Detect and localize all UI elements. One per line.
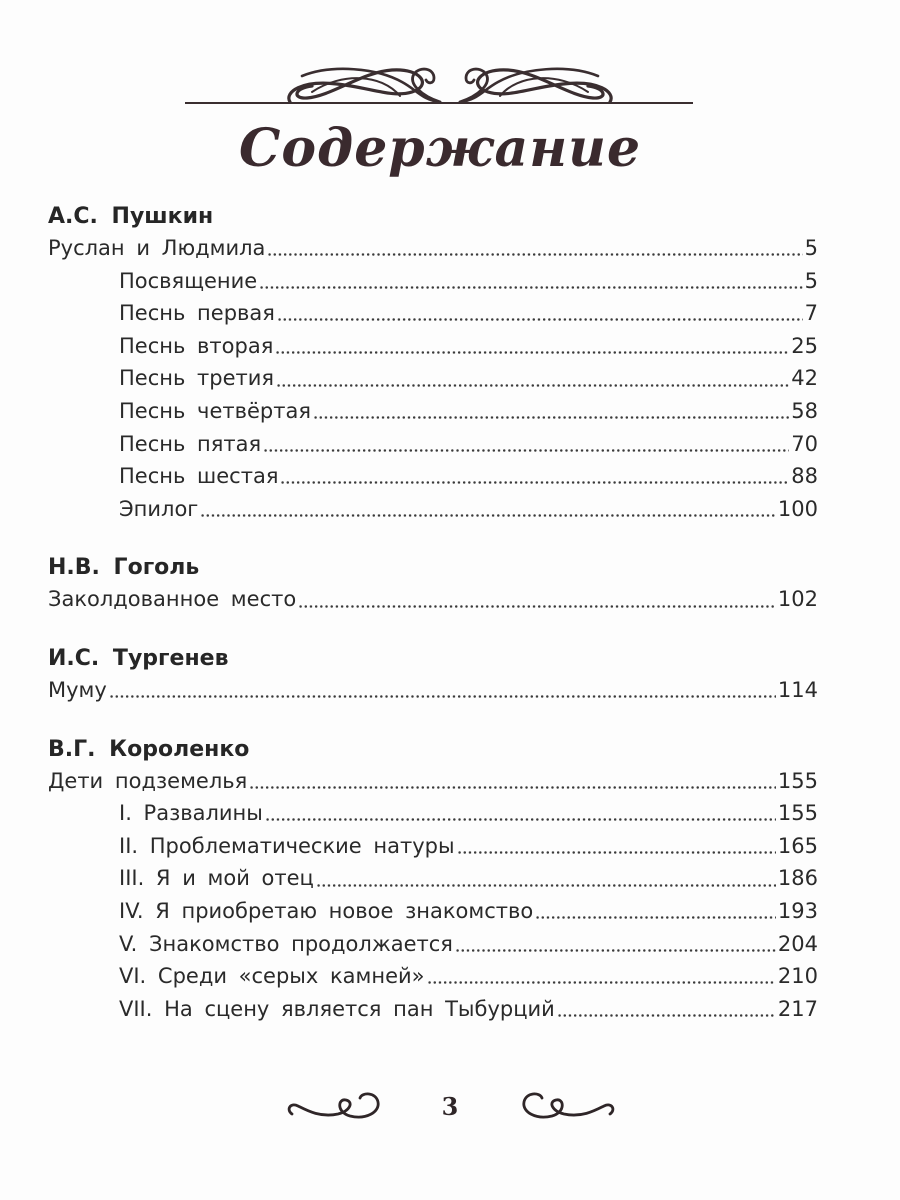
toc-entry[interactable] (48, 493, 818, 526)
dot-leader (298, 590, 776, 610)
entry-page-number: 165 (777, 833, 818, 858)
entry-page-number: 186 (777, 866, 818, 891)
entry-title: Посвящение (119, 268, 258, 293)
entry-title: II. Проблематические натуры (119, 833, 455, 858)
toc-entry[interactable] (48, 428, 818, 461)
entry-title: Дети подземелья (48, 768, 248, 793)
dot-leader (249, 771, 776, 791)
dot-leader (313, 401, 789, 421)
left-swirl-ornament-icon (280, 1088, 390, 1128)
toc-entry[interactable] (48, 330, 818, 363)
toc-entry[interactable] (48, 765, 818, 798)
author-heading: Н.В. Гоголь (48, 555, 200, 581)
toc-entry[interactable] (48, 960, 818, 993)
dot-leader (275, 336, 789, 356)
dot-leader (557, 999, 776, 1019)
right-swirl-ornament-icon (512, 1088, 622, 1128)
entry-title: Заколдованное место (48, 587, 297, 612)
author-heading: И.С. Тургенев (48, 645, 229, 671)
dot-leader (276, 369, 789, 389)
toc-entry[interactable] (48, 362, 818, 395)
entry-title: Эпилог (119, 496, 199, 521)
author-heading: В.Г. Короленко (48, 736, 250, 762)
entry-title: IV. Я приобретаю новое знакомство (119, 898, 534, 923)
entry-page-number: 100 (777, 496, 818, 521)
dot-leader (109, 680, 776, 700)
entry-page-number: 204 (777, 931, 818, 956)
section-spacer (48, 616, 818, 644)
toc-entry[interactable] (48, 460, 818, 493)
entry-title: I. Развалины (119, 801, 263, 826)
header-rule (185, 102, 693, 104)
toc-entry[interactable] (48, 583, 818, 616)
entry-page-number: 193 (777, 898, 818, 923)
entry-title: Муму (48, 677, 107, 702)
dot-leader (535, 901, 776, 921)
toc-entry[interactable] (48, 797, 818, 830)
dot-leader (457, 836, 776, 856)
author-heading: А.С. Пушкин (48, 204, 214, 229)
dot-leader (267, 238, 802, 258)
toc-entry[interactable] (48, 830, 818, 863)
entry-page-number: 25 (791, 333, 818, 358)
toc-section (48, 644, 818, 707)
entry-title: Руслан и Людмила (48, 236, 266, 260)
toc-entry[interactable] (48, 674, 818, 707)
entry-page-number: 5 (804, 236, 818, 260)
entry-title: Песнь пятая (119, 431, 262, 456)
toc-section (48, 735, 818, 1026)
toc-entry[interactable] (48, 395, 818, 428)
dot-leader (259, 271, 802, 291)
entry-title: Песнь третия (119, 366, 275, 391)
entry-page-number: 88 (791, 464, 818, 489)
entry-page-number: 70 (791, 431, 818, 456)
section-spacer (48, 707, 818, 735)
section-spacer (48, 525, 818, 553)
entry-page-number: 210 (777, 964, 818, 989)
entry-title: VII. На сцену является пан Тыбурций (119, 996, 555, 1021)
entry-page-number: 58 (791, 398, 818, 423)
entry-title: Песнь четвёртая (119, 398, 311, 423)
dot-leader (316, 869, 776, 889)
toc-entry[interactable] (48, 297, 818, 330)
dot-leader (263, 434, 789, 454)
dot-leader (455, 934, 776, 954)
toc-section (48, 202, 818, 525)
toc-entry[interactable] (48, 993, 818, 1026)
entry-page-number: 217 (777, 996, 818, 1021)
toc-entry[interactable] (48, 862, 818, 895)
toc-entry[interactable] (48, 232, 818, 265)
dot-leader (200, 499, 776, 519)
entry-title: VI. Среди «серых камней» (119, 964, 425, 989)
entry-page-number: 155 (777, 801, 818, 826)
dot-leader (277, 303, 803, 323)
page-title: Содержание (238, 118, 642, 179)
entry-page-number: 155 (777, 768, 818, 793)
entry-title: III. Я и мой отец (119, 866, 314, 891)
page-number: 3 (441, 1092, 459, 1121)
entry-title: V. Знакомство продолжается (119, 931, 453, 956)
entry-title: Песнь первая (119, 301, 275, 326)
entry-title: Песнь шестая (119, 464, 279, 489)
toc-entry[interactable] (48, 928, 818, 961)
table-of-contents (48, 202, 818, 1025)
entry-page-number: 42 (791, 366, 818, 391)
entry-page-number: 5 (804, 268, 818, 293)
entry-page-number: 114 (777, 677, 818, 702)
toc-entry[interactable] (48, 895, 818, 928)
entry-title: Песнь вторая (119, 333, 274, 358)
toc-entry[interactable] (48, 265, 818, 298)
dot-leader (427, 966, 776, 986)
dot-leader (280, 466, 789, 486)
entry-page-number: 7 (804, 301, 818, 326)
entry-page-number: 102 (777, 587, 818, 612)
dot-leader (265, 803, 776, 823)
toc-section (48, 553, 818, 616)
